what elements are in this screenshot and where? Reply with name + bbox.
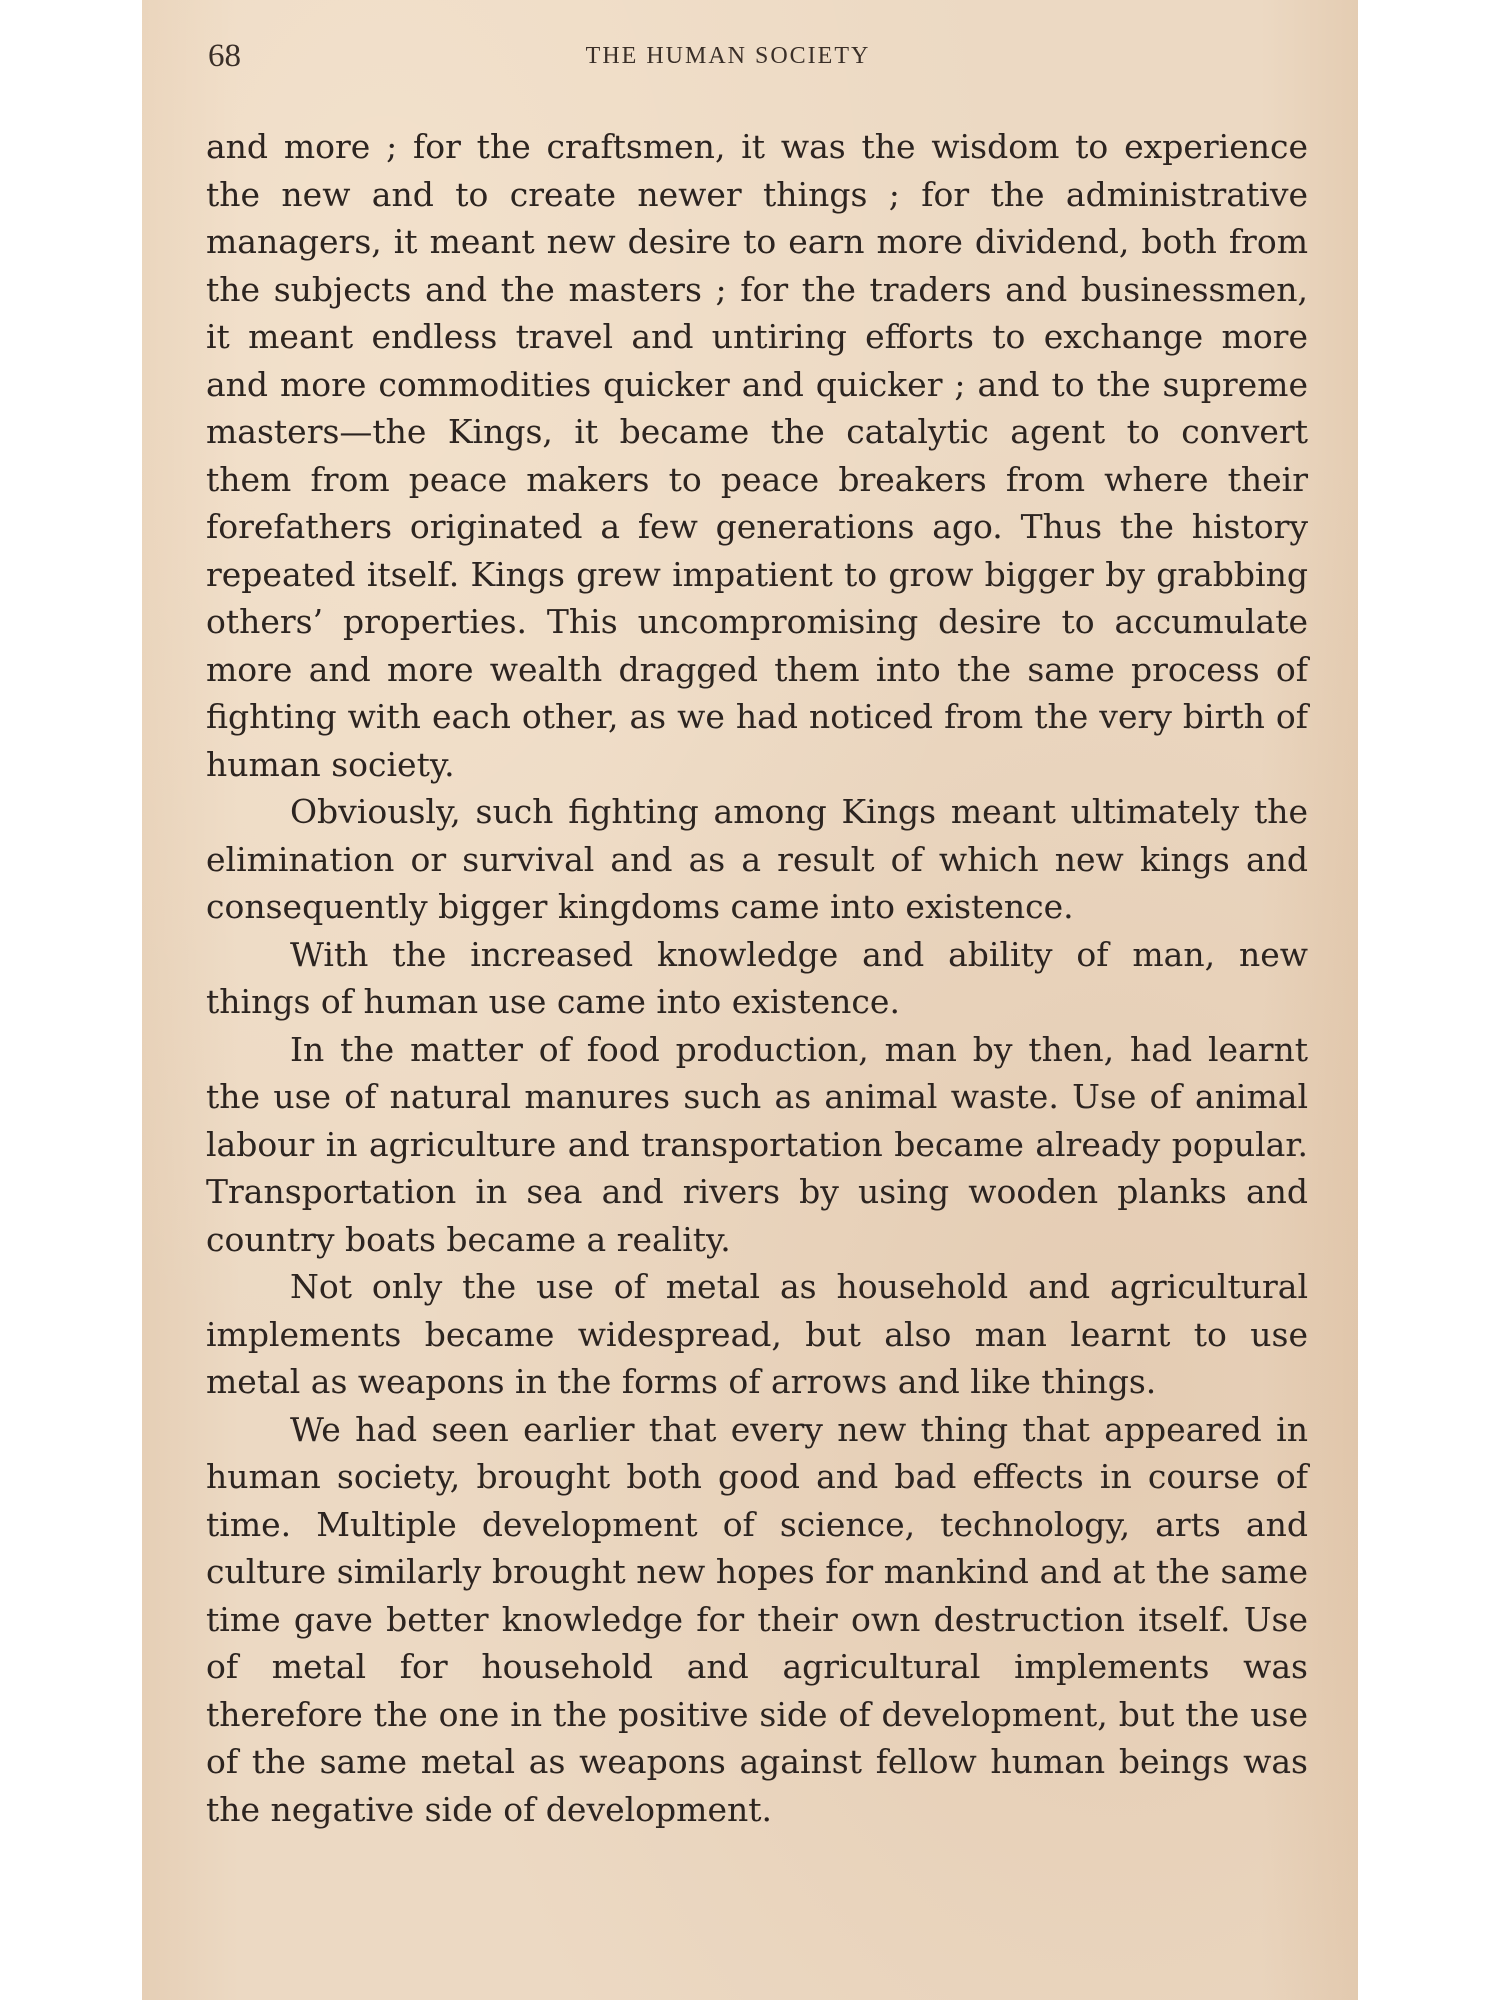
- paragraph-new-things: With the increased knowledge and ability of man, new things of human use came into existence.: [206, 934, 1308, 1021]
- paragraph-kings-fighting: Obviously, such fighting among Kings meant ultimately the elimination or survival and as a result of which new kings and consequently bigger kingdoms came into existence.: [206, 792, 1308, 926]
- running-title: THE HUMAN SOCIETY: [585, 43, 871, 69]
- body-text: [206, 123, 1308, 1833]
- book-page: [142, 0, 1358, 2000]
- paragraph-continued: and more ; for the craftsmen, it was the wisdom to experience the new and to create newer things ; for the administrative managers, it meant new desire to earn more dividend, both from the subjects and the masters ; for the traders and businessmen, it meant endless travel and untiring efforts to exchange more and more commodities quicker and quicker ; and to the supreme masters—the Kings, it became the catalytic agent to convert them from peace makers to peace breakers from where their forefathers originated a few generations ago. Thus the history repeated itself. Kings grew impatient to grow bigger by grabbing others’ properties. This uncompromising desire to accumulate more and more wealth dragged them into the same process of fighting with each other, as we had noticed from the very birth of human society.: [206, 127, 1308, 784]
- paragraph-metal-use: Not only the use of metal as household and agricultural implements became widespread, but also man learnt to use metal as weapons in the forms of arrows and like things.: [206, 1267, 1308, 1401]
- page-header: [208, 36, 1248, 76]
- paragraph-good-and-bad-effects: We had seen earlier that every new thing that appeared in human society, brought both good and bad effects in course of time. Multiple development of science, technology, arts and culture similarly brought new hopes for mankind and at the same time gave better knowledge for their own destruction itself. Use of metal for household and agricultural implements was therefore the one in the positive side of development, but the use of the same metal as weapons against fellow human beings was the negative side of development.: [206, 1409, 1308, 1829]
- paragraph-food-production: In the matter of food production, man by then, had learnt the use of natural manures such as animal waste. Use of animal labour in agriculture and transportation became already popular. Transportation in sea and rivers by using wooden planks and country boats became a reality.: [206, 1029, 1308, 1259]
- page-number: 68: [208, 38, 241, 74]
